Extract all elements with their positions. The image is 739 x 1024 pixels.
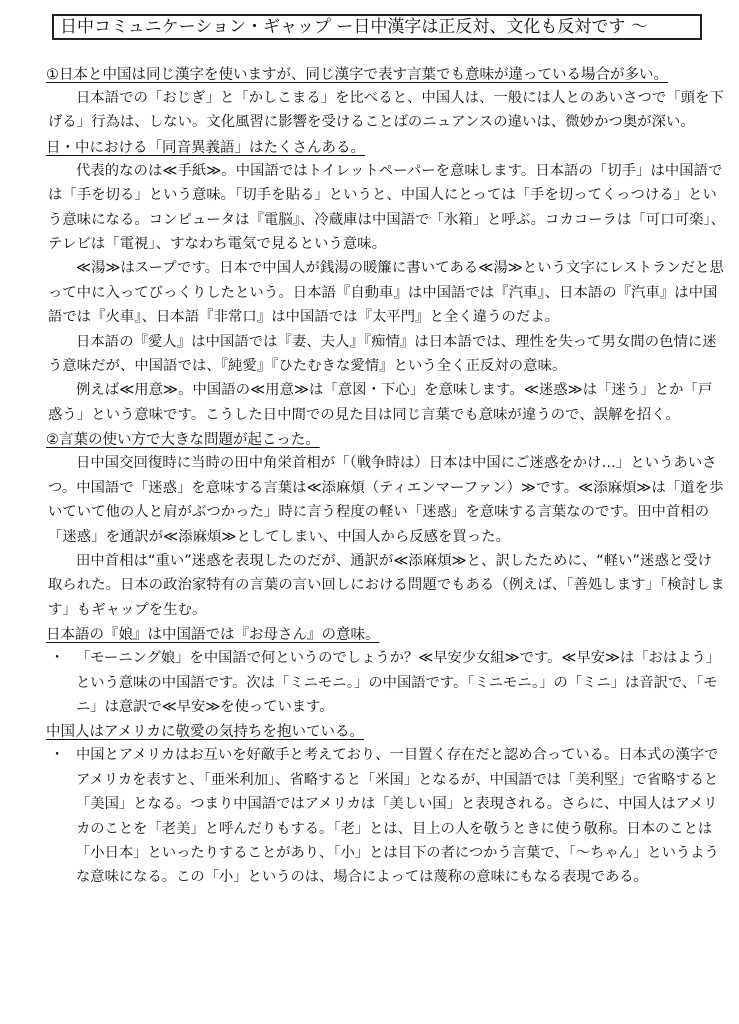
section-heading-text: 中国人はアメリカに敬愛の気持ちを抱いている。 — [46, 724, 364, 741]
paragraph: 田中首相は“重い”迷惑を表現したのだが、通訳が≪添麻煩≫と、訳したために、“軽い”迷惑と受け取られた。日本の政治家特有の言葉の言い回しにおける問題でもある（例えば、「善処します」「検討します」もギャップを生む。 — [48, 552, 725, 618]
section-heading — [46, 721, 726, 743]
section-heading-text: 日本語の『娘』は中国語では『お母さん』の意味。 — [46, 627, 380, 644]
section-heading-text: ①日本と中国は同じ漢字を使いますが、同じ漢字で表す言葉でも意味が違っている場合が多い。 — [46, 67, 668, 83]
section-heading — [46, 137, 726, 159]
bullet-item — [46, 743, 726, 889]
section-heading — [46, 64, 726, 86]
bullet-marker: ・ — [50, 747, 65, 764]
bullet-item — [46, 646, 726, 719]
section-heading-text: 日・中における「同音異義語」はたくさんある。 — [46, 139, 365, 156]
bullet-marker: ・ — [50, 650, 65, 667]
paragraph: ≪湯≫はスープです。日本で中国人が銭湯の暖簾に書いてある≪湯≫という文字にレストランだと思って中に入ってびっくりしたという。日本語『自動車』は中国語では『汽車』、日本語の『汽車』は中国語では『火車』、日本語『非常口』は中国語では『太平門』と全く違うのだよ。 — [48, 260, 724, 326]
paragraph: 例えば≪用意≫。中国語の≪用意≫は「意図・下心」を意味します。≪迷惑≫は「迷う」とか「戸惑う」という意味です。こうした日中間での見た目は同じ言葉でも意味が違うので、誤解を招く。 — [48, 382, 713, 423]
paragraph: 代表的なのは≪手紙≫。中国語ではトイレットペーパーを意味します。日本語の「切手」は中国語では「手を切る」という意味。「切手を貼る」というと、中国人にとっては「手を切ってくっつける」という意味になる。コンピュータは『電脳』、冷蔵庫は中国語で「氷箱」と呼ぶ。コカコーラは「可口可楽」、テレビは「電視」、すなわち電気で見るという意味。 — [48, 162, 726, 253]
page-title: 日中コミュニケーション・ギャップ ー日中漢字は正反対、文化も反対です 〜 — [52, 14, 702, 40]
section-heading-text: ②言葉の使い方で大きな問題が起こった。 — [46, 432, 320, 449]
paragraph: 日本語での「おじぎ」と「かしこまる」を比べると、中国人は、一般には人とのあいさつで「頭を下げる」行為は、しない。文化風習に影響を受けることばのニュアンスの違いは、微妙かつ奥が深い。 — [48, 90, 724, 131]
bullet-text: 「モーニング娘」を中国語で何というのでしょうか？≪早安少女組≫です。≪早安≫は「おはよう」という意味の中国語です。次は「ミニモニ。」の中国語です。「ミニモニ。」の「ミニ」は音訳で、「モニ」は意訳で≪早安≫を使っています。 — [76, 650, 721, 715]
paragraph: 日本語の『愛人』は中国語では『妻、夫人』『痴情』は日本語では、理性を失って男女間の色情に迷う意味だが、中国語では、『純愛』『ひたむきな愛情』という全く正反対の意味。 — [48, 333, 717, 375]
paragraph: 日中国交回復時に当時の田中角栄首相が「（戦争時は）日本は中国にご迷惑をかけ…」というあいさつ。中国語で「迷惑」を意味する言葉は≪添麻煩（ティエンマーファン）≫です。≪添麻煩≫は「道を歩いていて他の人と肩がぶつかった」時に言う程度の軽い「迷惑」を意味する言葉なのです。田中首相の「迷惑」を通訳が≪添麻煩≫としてしまい、中国人から反感を買った。 — [48, 455, 724, 545]
bullet-text: 中国とアメリカはお互いを好敵手と考えており、一目置く存在だと認め合っている。日本式の漢字でアメリカを表すと、「亜米利加」、省略すると「米国」となるが、中国語では「美利堅」で省略すると「美国」となる。つまり中国語ではアメリカは「美しい国」と表現される。さらに、中国人はアメリカのことを「老美」と呼んだりもする。「老」とは、目上の人を敬うときに使う敬称。日本のことは「小日本」といったりすることがあり、「小」とは目下の者につかう言葉で、「〜ちゃん」というような意味になる。この「小」というのは、場合によっては蔑称の意味にもなる表現である。 — [76, 747, 719, 886]
section-heading — [46, 429, 726, 451]
section-heading — [46, 624, 726, 646]
document-body — [46, 64, 726, 890]
